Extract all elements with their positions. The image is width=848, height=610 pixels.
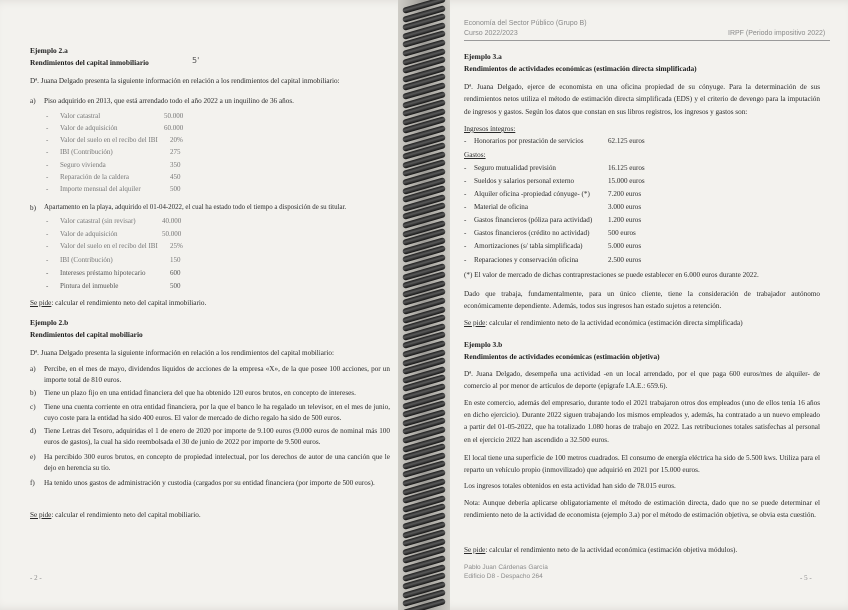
gasto-label: Gastos financieros (crédito no actividad) bbox=[474, 229, 590, 237]
gasto-value: 1.200 euros bbox=[608, 216, 642, 224]
example-3a-note: (*) El valor de mercado de dichas contraprestaciones se puede establecer en 6.000 euros durante 2022. bbox=[464, 271, 759, 279]
gasto-row: - Reparaciones y conservación oficina 2.500 euros bbox=[464, 256, 642, 264]
detail-value: 50.000 bbox=[164, 112, 184, 120]
se-pide-text: : calcular el rendimiento neto del capital inmobiliario. bbox=[51, 299, 207, 307]
example-3a-se-pide bbox=[464, 318, 743, 329]
gasto-row: - Alquiler oficina -propiedad cónyuge- (*) 7.200 euros bbox=[464, 190, 642, 198]
gasto-row: - Sueldos y salarios personal externo 15.000 euros bbox=[464, 177, 645, 185]
detail-label: Valor catastral bbox=[60, 112, 101, 120]
item-marker: b) bbox=[30, 389, 36, 397]
item-marker: a) bbox=[30, 97, 36, 105]
detail-value: 600 bbox=[170, 269, 181, 277]
binding-spiral bbox=[398, 0, 450, 610]
example-3b-p1: Dª. Juana Delgado, desempeña una actividad -en un local arrendado, por el que paga 600 euros/mes de alquiler- de comercio al por menor de artículos de deporte (epígrafe I.A.E.: 659.6). bbox=[464, 370, 820, 391]
detail-value: 25% bbox=[170, 242, 183, 250]
example-2b-item-c bbox=[30, 402, 390, 424]
left-page bbox=[0, 0, 412, 610]
gasto-value: 16.125 euros bbox=[608, 164, 645, 172]
ingreso-label: Honorarios por prestación de servicios bbox=[474, 137, 584, 145]
detail-label: Intereses préstamo hipotecario bbox=[60, 269, 146, 277]
se-pide-label: Se pide bbox=[30, 511, 52, 519]
example-3b-subtitle: Rendimientos de actividades económicas (estimación objetiva) bbox=[464, 352, 660, 361]
gasto-value: 3.000 euros bbox=[608, 203, 642, 211]
footer-author: Pablo Juan Cárdenas García bbox=[464, 564, 548, 571]
se-pide-label: Se pide bbox=[464, 319, 486, 327]
example-2b-item-b bbox=[30, 388, 390, 399]
ingresos-heading: Ingresos íntegros: bbox=[464, 125, 516, 133]
gasto-row: - Seguro mutualidad previsión 16.125 euros bbox=[464, 164, 645, 172]
example-3b-p4: Los ingresos totales obtenidos en esta actividad han sido de 78.015 euros. bbox=[464, 482, 676, 490]
detail-label: Seguro vivienda bbox=[60, 161, 106, 169]
detail-row: - Valor del suelo en el recibo del IBI 20% bbox=[46, 136, 183, 144]
detail-row: - Reparación de la caldera 450 bbox=[46, 173, 181, 181]
item-text: Piso adquirido en 2013, que está arrendado todo el año 2022 a un inquilino de 36 años. bbox=[44, 97, 294, 105]
gastos-heading: Gastos: bbox=[464, 151, 486, 159]
gasto-label: Amortizaciones (s/ tabla simplificada) bbox=[474, 242, 583, 250]
header-divider bbox=[464, 40, 830, 41]
gasto-row: - Gastos financieros (póliza para actividad) 1.200 euros bbox=[464, 216, 642, 224]
header-subject: IRPF (Periodo impositivo 2022) bbox=[728, 30, 826, 37]
detail-row: - Valor de adquisición 50.000 bbox=[46, 230, 182, 238]
detail-value: 40.000 bbox=[162, 217, 182, 225]
example-3a-title: Ejemplo 3.a bbox=[464, 52, 502, 61]
gasto-label: Sueldos y salarios personal externo bbox=[474, 177, 575, 185]
example-2a-se-pide bbox=[30, 298, 206, 309]
item-marker: d) bbox=[30, 427, 36, 435]
detail-value: 50.000 bbox=[162, 230, 182, 238]
item-text: Ha percibido 300 euros brutos, en concepto de propiedad intelectual, por los derechos de autor de una canción que le dejo en herencia su tío. bbox=[44, 453, 390, 472]
example-2b-title: Ejemplo 2.b bbox=[30, 318, 69, 327]
item-marker: f) bbox=[30, 479, 35, 487]
item-marker: a) bbox=[30, 365, 36, 373]
detail-label: IBI (Contribución) bbox=[60, 256, 113, 264]
detail-row: - Importe mensual del alquiler 500 bbox=[46, 185, 181, 193]
example-3b-p2: En este comercio, además del empresario, durante todo el 2021 trabajaron otros dos empleados (uno de ellos tenía 16 años en dicho ejercicio). Durante 2022 siguen trabajando los mismos empleados y, además, ha contratado a un nuevo empleado a partir del 01-05-2022, que ha totalizado 1.080 horas de trabajo en 2022. Las retribuciones totales satisfechas al personal en el ejercicio 2022 han ascendido a 32.500 euros. bbox=[464, 399, 820, 444]
gasto-label: Gastos financieros (póliza para actividad) bbox=[474, 216, 593, 224]
item-marker: b) bbox=[30, 204, 36, 212]
header-year: Curso 2022/2023 bbox=[464, 30, 518, 37]
example-2a-subtitle: Rendimientos del capital inmobiliario bbox=[30, 58, 149, 67]
detail-value: 500 bbox=[170, 282, 181, 290]
gasto-row: - Material de oficina 3.000 euros bbox=[464, 203, 642, 211]
example-2b-item-a bbox=[30, 364, 390, 386]
item-marker: e) bbox=[30, 453, 36, 461]
example-3b-title: Ejemplo 3.b bbox=[464, 340, 503, 349]
item-text: Tiene una cuenta corriente en otra entidad financiera, por la que el banco le ha regalado un televisor, en el mes de junio, cuyo coste para la entidad ha sido 400 euros. El valor de mercado de dicho regalo ha sido de 500 euros. bbox=[44, 403, 390, 422]
gasto-value: 500 euros bbox=[608, 229, 636, 237]
detail-row: - IBI (Contribución) 150 bbox=[46, 256, 181, 264]
example-2b-item-e bbox=[30, 452, 390, 474]
page-number: - 2 - bbox=[30, 574, 42, 582]
gasto-label: Reparaciones y conservación oficina bbox=[474, 256, 579, 264]
detail-row: - Pintura del inmueble 500 bbox=[46, 282, 181, 290]
detail-row: - Valor del suelo en el recibo del IBI 25% bbox=[46, 242, 183, 250]
detail-row: - Seguro vivienda 350 bbox=[46, 161, 181, 169]
detail-value: 450 bbox=[170, 173, 181, 181]
example-3a-para2: Dado que trabaja, fundamentalmente, para un único cliente, tiene la consideración de trabajador autónomo económicamente dependiente. Además, todos sus ingresos han estado sujetos a retención. bbox=[464, 290, 820, 310]
example-3a-intro: Dª. Juana Delgado, ejerce de economista en una oficina propiedad de su cónyuge. Para la determinación de sus rendimientos netos utiliza el método de estimación directa simplificada (EDS) y el criterio de devengo para la imputación de ingresos y gastos. Según los datos que constan en sus libros registros, los ingresos y gastos son: bbox=[464, 83, 820, 116]
detail-label: Valor del suelo en el recibo del IBI bbox=[60, 136, 158, 144]
example-2a-intro: Dª. Juana Delgado presenta la siguiente información en relación a los rendimientos del capital inmobiliario: bbox=[30, 77, 340, 85]
gasto-label: Seguro mutualidad previsión bbox=[474, 164, 556, 172]
se-pide-label: Se pide bbox=[30, 299, 52, 307]
footer-office: Edificio D8 - Despacho 264 bbox=[464, 573, 543, 580]
gasto-value: 2.500 euros bbox=[608, 256, 642, 264]
gasto-value: 15.000 euros bbox=[608, 177, 645, 185]
handwritten-mark: 5' bbox=[192, 56, 200, 65]
header-course: Economía del Sector Público (Grupo B) bbox=[464, 20, 587, 27]
detail-value: 150 bbox=[170, 256, 181, 264]
ingreso-value: 62.125 euros bbox=[608, 137, 645, 145]
detail-label: Valor catastral (sin revisar) bbox=[60, 217, 136, 225]
example-3b-p5: Nota: Aunque debería aplicarse obligatoriamente el método de estimación directa, dado que no se puede determinar el rendimiento neto de la actividad de economista (ejemplo 3.a) por el método de estimación objetiva, se obvia esta cuestión. bbox=[464, 499, 820, 520]
page-number: - 5 - bbox=[800, 574, 812, 582]
detail-row: - Valor catastral 50.000 bbox=[46, 112, 184, 120]
item-text: Percibe, en el mes de mayo, dividendos líquidos de acciones de la empresa «X», de la que posee 100 acciones, por un importe total de 810 euros. bbox=[44, 365, 390, 384]
detail-value: 20% bbox=[170, 136, 183, 144]
detail-value: 275 bbox=[170, 148, 181, 156]
detail-label: IBI (Contribución) bbox=[60, 148, 113, 156]
example-2b-se-pide bbox=[30, 510, 201, 521]
item-text: Apartamento en la playa, adquirido el 01-04-2022, el cual ha estado todo el tiempo a disposición de su titular. bbox=[44, 204, 347, 211]
se-pide-text: : calcular el rendimiento neto de la actividad económica (estimación directa simplificada) bbox=[485, 319, 743, 327]
detail-value: 500 bbox=[170, 185, 181, 193]
detail-row: - Valor catastral (sin revisar) 40.000 bbox=[46, 217, 182, 225]
detail-label: Valor de adquisición bbox=[60, 230, 118, 238]
example-3b-se-pide bbox=[464, 545, 737, 556]
example-2a-title: Ejemplo 2.a bbox=[30, 46, 68, 55]
detail-value: 350 bbox=[170, 161, 181, 169]
example-2a-item-b bbox=[30, 203, 390, 214]
gasto-label: Alquiler oficina -propiedad cónyuge- (*) bbox=[474, 190, 590, 198]
example-2a-item-a bbox=[30, 96, 390, 107]
example-3b-p3: El local tiene una superficie de 100 metros cuadrados. El consumo de energía eléctrica ha sido de 5.500 kws. Utiliza para el reparto un vehículo propio (inmovilizado) que adquirió en 2021 por 15.000 euros. bbox=[464, 454, 820, 475]
gasto-value: 5.000 euros bbox=[608, 242, 642, 250]
ingresos-row: - Honorarios por prestación de servicios 62.125 euros bbox=[464, 137, 645, 145]
gasto-row: - Gastos financieros (crédito no actividad) 500 euros bbox=[464, 229, 636, 237]
se-pide-text: : calcular el rendimiento neto de la actividad económica (estimación objetiva módulos). bbox=[485, 546, 738, 554]
item-text: Tiene un plazo fijo en una entidad financiera del que ha obtenido 120 euros brutos, en concepto de intereses. bbox=[44, 389, 356, 397]
example-2b-intro: Dª. Juana Delgado presenta la siguiente información en relación a los rendimientos del capital mobiliario: bbox=[30, 349, 334, 357]
gasto-value: 7.200 euros bbox=[608, 190, 642, 198]
detail-label: Pintura del inmueble bbox=[60, 282, 119, 290]
detail-label: Importe mensual del alquiler bbox=[60, 185, 141, 193]
detail-row: - IBI (Contribución) 275 bbox=[46, 148, 181, 156]
gasto-label: Material de oficina bbox=[474, 203, 528, 211]
item-text: Ha tenido unos gastos de administración y custodia (cargados por su entidad financiera (por importe de 500 euros). bbox=[44, 479, 375, 487]
detail-label: Reparación de la caldera bbox=[60, 173, 129, 181]
example-2b-item-f bbox=[30, 478, 390, 500]
se-pide-text: : calcular el rendimiento neto del capital mobiliario. bbox=[51, 511, 201, 519]
example-2b-item-d bbox=[30, 426, 390, 448]
detail-value: 60.000 bbox=[164, 124, 184, 132]
item-text: Tiene Letras del Tesoro, adquiridas el 1 de enero de 2020 por importe de 9.100 euros (9.000 euros de nominal más 100 euros de gastos), la cual ha sido reembolsada el 30 de junio de 2022 por importe de 9.500 euros. bbox=[44, 427, 390, 446]
gasto-row: - Amortizaciones (s/ tabla simplificada) 5.000 euros bbox=[464, 242, 642, 250]
detail-row: - Intereses préstamo hipotecario 600 bbox=[46, 269, 181, 277]
example-2b-subtitle: Rendimientos del capital mobiliario bbox=[30, 330, 143, 339]
se-pide-label: Se pide bbox=[464, 546, 486, 554]
detail-label: Valor del suelo en el recibo del IBI bbox=[60, 242, 158, 250]
item-marker: c) bbox=[30, 403, 36, 411]
detail-label: Valor de adquisición bbox=[60, 124, 118, 132]
detail-row: - Valor de adquisición 60.000 bbox=[46, 124, 184, 132]
example-3a-subtitle: Rendimientos de actividades económicas (estimación directa simplificada) bbox=[464, 64, 697, 73]
